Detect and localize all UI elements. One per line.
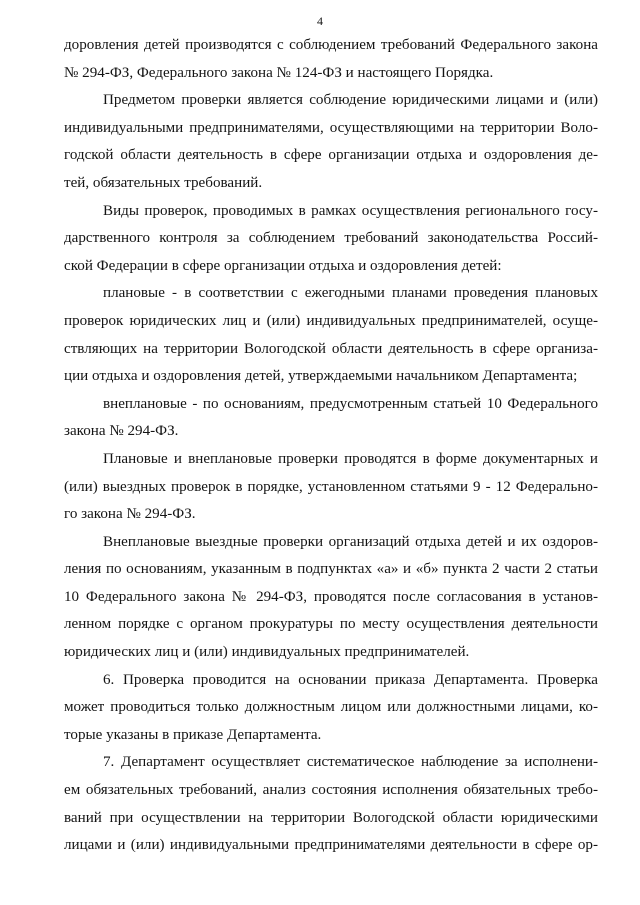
text-line: торые указаны в приказе Департамента. [64, 726, 322, 743]
text-line: Плановые и внеплановые проверки проводятся в форме документарных и [103, 450, 598, 467]
text-line: Виды проверок, проводимых в рамках осуществления регионального госу- [103, 202, 598, 219]
text-line: закона № 294-ФЗ. [64, 423, 179, 440]
text-line: тей, обязательных требований. [64, 174, 263, 191]
text-line: внеплановые - по основаниям, предусмотренным статьей 10 Федерального [103, 395, 598, 412]
text-line: ем обязательных требований, анализ состояния исполнения обязательных требо- [64, 782, 598, 799]
text-line: ции отдыха и оздоровления детей, утверждаемыми начальником Департамента; [64, 368, 578, 385]
text-line: 6. Проверка проводится на основании приказа Департамента. Проверка [103, 671, 598, 688]
text-line: доровления детей производятся с соблюдением требований Федерального закона [64, 37, 598, 53]
page-number: 4 [317, 14, 323, 28]
text-line: ленном порядке с органом прокуратуры по месту осуществления деятельности [64, 616, 598, 633]
text-line: ствляющих на территории Вологодской области деятельность в сфере организа- [64, 340, 598, 357]
text-line: Предметом проверки является соблюдение юридическими лицами и (или) [103, 92, 598, 109]
text-line: проверок юридических лиц и (или) индивидуальных предпринимателей, осуще- [64, 312, 598, 329]
text-line: ской Федерации в сфере организации отдыха и оздоровления детей: [64, 257, 502, 274]
text-line: лицами и (или) индивидуальными предпринимателями деятельности в сфере ор- [64, 837, 598, 854]
text-line: юридических лиц и (или) индивидуальных предпринимателей. [64, 644, 470, 661]
text-line: Внеплановые выездные проверки организаций отдыха детей и их оздоров- [103, 533, 598, 550]
text-line: индивидуальными предпринимателями, осуществляющими на территории Воло- [64, 119, 598, 136]
text-line: 10 Федерального закона № 294-ФЗ, проводятся после согласования в установ- [64, 588, 598, 605]
text-line: го закона № 294-ФЗ. [64, 506, 196, 523]
text-line: годской области деятельность в сфере организации отдыха и оздоровления де- [64, 147, 598, 164]
text-line: дарственного контроля за соблюдением требований законодательства Россий- [64, 230, 598, 247]
text-line: 7. Департамент осуществляет систематическое наблюдение за исполнени- [103, 754, 598, 771]
text-line: ваний при осуществлении на территории Вологодской области юридическими [64, 809, 598, 826]
document-body [64, 32, 598, 860]
text-line: может проводиться только должностным лицом или должностными лицами, ко- [64, 699, 598, 716]
text-line: (или) выездных проверок в порядке, установленном статьями 9 - 12 Федерально- [64, 478, 598, 495]
text-line: ления по основаниям, указанным в подпунктах «а» и «б» пункта 2 части 2 статьи [64, 561, 598, 578]
text-line: № 294-ФЗ, Федерального закона № 124-ФЗ и настоящего Порядка. [64, 64, 494, 81]
text-line: плановые - в соответствии с ежегодными планами проведения плановых [103, 285, 598, 302]
